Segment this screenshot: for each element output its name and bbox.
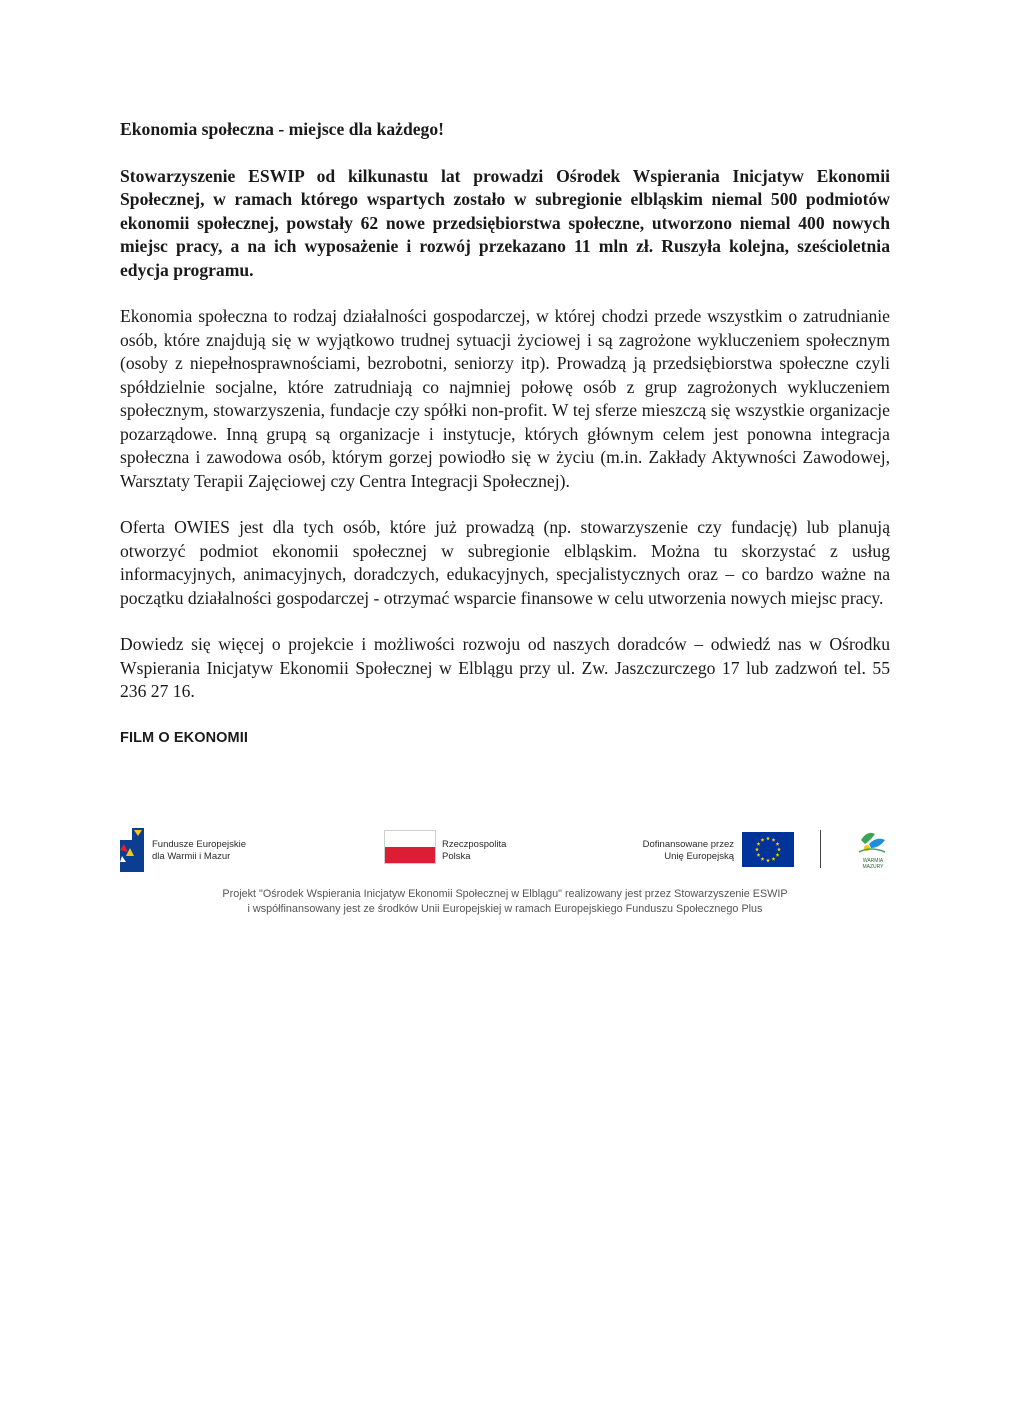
eu-flag-icon xyxy=(742,832,794,867)
footer-line-1: Projekt "Ośrodek Wspierania Inicjatyw Ekonomii Społecznej w Elblągu" realizowany jest przez Stowarzyszenie ESWIP xyxy=(222,888,788,900)
eu-star xyxy=(766,836,770,840)
eu-star xyxy=(756,853,760,857)
ue-line-1: Dofinansowane przez xyxy=(642,839,734,850)
polish-flag-icon xyxy=(384,830,436,864)
film-link[interactable]: FILM O EKONOMII xyxy=(120,729,248,746)
eu-stars-icon xyxy=(742,832,794,867)
eu-star xyxy=(776,853,780,857)
unia-europejska-logo xyxy=(626,826,796,874)
document-body xyxy=(120,118,890,750)
fundusze-europejskie-label xyxy=(152,839,246,862)
rzeczpospolita-polska-logo xyxy=(384,826,534,874)
wm-line-2: MAZURY xyxy=(862,864,884,870)
eu-star xyxy=(772,857,776,861)
rp-line-1: Rzeczpospolita xyxy=(442,839,507,850)
rzeczpospolita-polska-label xyxy=(442,839,506,862)
wm-line-1: WARMIA xyxy=(862,858,884,864)
fundusze-europejskie-logo xyxy=(118,826,278,874)
eu-star xyxy=(761,857,765,861)
body-paragraph-1: Ekonomia społeczna to rodzaj działalności gospodarczej, w której chodzi przede wszystkim o zatrudnianie osób, które znajdują się w wyjątkowo trudnej sytuacji życiowej i są zagrożone wykluczeniem społecznym (osoby z niepełnosprawnościami, bezrobotni, seniorzy itp). Prowadzą ją przedsiębiorstwa społeczne czyli spółdzielnie socjalne, które zatrudniają co najmniej połowę osób z grup zagrożonych wykluczeniem społecznym, stowarzyszenia, fundacje czy spółki non-profit. W tej sferze mieszczą się wszystkie organizacje pozarządowe. Inną grupą są organizacje i instytucje, których głównym celem jest ponowna integracja społeczna i zawodowa osób, którym gorzej powiodło się w życiu (m.in. Zakłady Aktywności Zawodowej, Warsztaty Terapii Zajęciowej czy Centra Integracji Społecznej). xyxy=(120,306,890,491)
footer-line-2: i współfinansowany jest ze środków Unii Europejskiej w ramach Europejskiego Funduszu Społecznego Plus xyxy=(247,903,763,915)
eu-star xyxy=(766,858,770,862)
eu-star xyxy=(761,838,765,842)
ue-line-2: Unię Europejską xyxy=(664,850,734,862)
unia-europejska-label xyxy=(628,839,734,862)
document-title: Ekonomia społeczna - miejsce dla każdego! xyxy=(120,119,444,139)
funding-logos-bar xyxy=(118,826,893,874)
fe-line-1: Fundusze Europejskie xyxy=(152,839,246,850)
rp-line-2: Polska xyxy=(442,850,471,862)
eu-star xyxy=(755,847,759,851)
warmia-mazury-logo xyxy=(851,826,893,874)
body-paragraph-3: Dowiedz się więcej o projekcie i możliwości rozwoju od naszych doradców – odwiedź nas w Ośrodku Wspierania Inicjatyw Ekonomii Społecznej w Elblągu przy ul. Zw. Jaszczurczego 17 lub zadzwoń tel. 55 236 27 16. xyxy=(120,634,890,701)
fe-line-2: dla Warmii i Mazur xyxy=(152,850,231,862)
warmia-mazury-label xyxy=(853,858,893,870)
eu-star xyxy=(777,847,781,851)
body-paragraph-2: Oferta OWIES jest dla tych osób, które już prowadzą (np. stowarzyszenie czy fundację) lub planują otworzyć podmiot ekonomii społecznej w subregionie elbląskim. Można tu skorzystać z usług informacyjnych, animacyjnych, doradczych, edukacyjnych, specjalistycznych oraz – co bardzo ważne na początku działalności gospodarczej - otrzymać wsparcie finansowe w celu utworzenia nowych miejsc pracy. xyxy=(120,517,890,608)
fundusze-europejskie-icon xyxy=(118,826,146,874)
warmia-mazury-icon xyxy=(851,826,893,858)
lead-paragraph: Stowarzyszenie ESWIP od kilkunastu lat prowadzi Ośrodek Wspierania Inicjatyw Ekonomii Społecznej, w ramach którego wspartych zostało w subregionie elbląskim niemal 500 podmiotów ekonomii społecznej, powstały 62 nowe przedsiębiorstwa społeczne, utworzono niemal 400 nowych miejsc pracy, a na ich wyposażenie i rozwój przekazano 11 mln zł. Ruszyła kolejna, sześcioletnia edycja programu. xyxy=(120,165,890,280)
eu-star xyxy=(776,842,780,846)
project-footer-note xyxy=(140,887,870,917)
eu-star xyxy=(772,838,776,842)
logo-divider xyxy=(820,830,821,868)
eu-star xyxy=(756,842,760,846)
